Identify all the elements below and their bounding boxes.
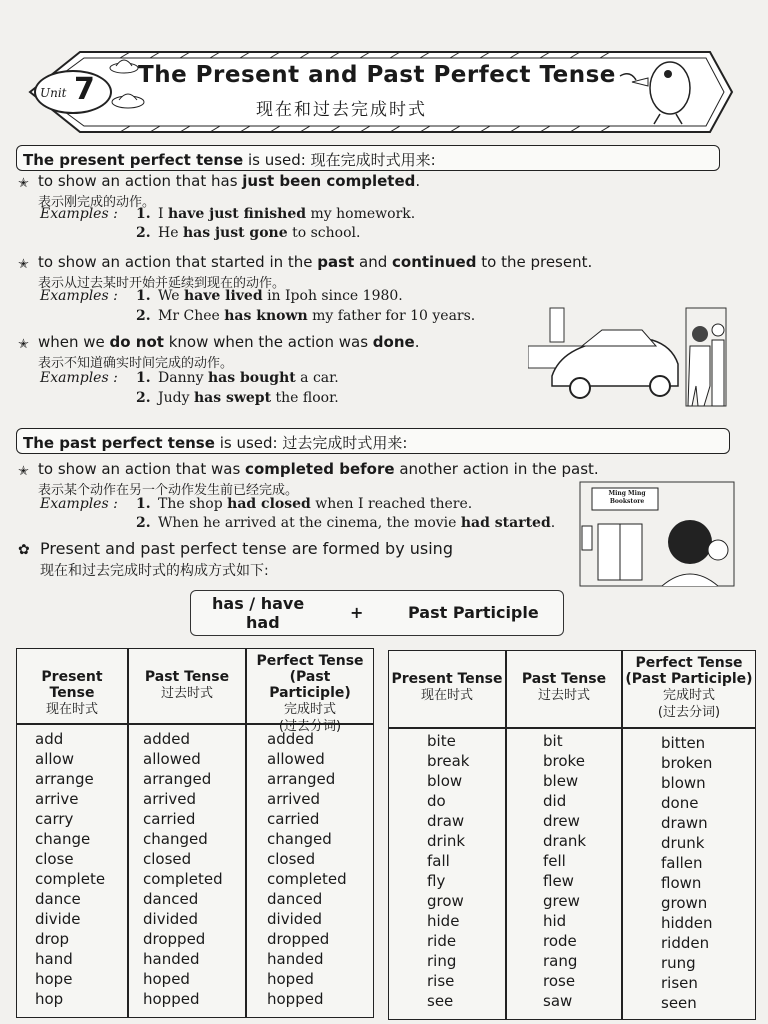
header-perfect: Perfect Tense (Past Participle) 完成时式 (过去分词) [625, 655, 753, 720]
verb-cell: dropped [143, 930, 206, 948]
verb-cell: rise [427, 972, 455, 990]
example-sentence: 1. We have lived in Ipoh since 1980. [136, 288, 403, 304]
verb-cell: close [35, 850, 74, 868]
verb-cell: seen [661, 994, 697, 1012]
example-sentence: 1. The shop had closed when I reached there. [136, 496, 473, 512]
formation-text: Present and past perfect tense are formed by using [40, 539, 453, 558]
verb-table-regular [16, 648, 374, 1018]
verb-cell: drew [543, 812, 580, 830]
header-present: Present Tense 现在时式 [391, 671, 503, 703]
page-title-chinese: 现在和过去完成时式 [256, 100, 427, 120]
verb-cell: drunk [661, 834, 705, 852]
present-column [35, 729, 105, 1009]
example-sentence: 2. When he arrived at the cinema, the movie had started. [136, 515, 556, 531]
verb-cell: grown [661, 894, 708, 912]
verb-cell: flown [661, 874, 702, 892]
past-use-text: to show an action that was completed before another action in the past. [38, 460, 599, 478]
verb-cell: blown [661, 774, 706, 792]
verb-cell: did [543, 792, 567, 810]
use-3-zh: 表示不知道确实时间完成的动作。 [38, 356, 234, 371]
past-perfect-header-bold: The past perfect tense [23, 434, 215, 452]
verb-cell: done [661, 794, 699, 812]
verb-cell: arrange [35, 770, 94, 788]
unit-number: 7 [74, 72, 95, 107]
verb-cell: danced [267, 890, 323, 908]
star-icon: ✭ [18, 257, 29, 272]
formation-zh: 现在和过去完成时式的构成方式如下: [40, 563, 269, 579]
verb-cell: bite [427, 732, 456, 750]
verb-cell: hand [35, 950, 73, 968]
header-present: Present Tense 现在时式 [41, 669, 103, 717]
use-1-zh: 表示刚完成的动作。 [38, 195, 156, 210]
verb-cell: handed [267, 950, 324, 968]
verb-cell: arrived [143, 790, 197, 808]
verb-cell: flew [543, 872, 574, 890]
verb-cell: risen [661, 974, 698, 992]
verb-cell: drink [427, 832, 466, 850]
verb-cell: carried [143, 810, 196, 828]
present-column [427, 731, 469, 1011]
example-sentence: 2. Judy has swept the floor. [136, 390, 339, 406]
verb-cell: broken [661, 754, 713, 772]
use-1-text: to show an action that has just been completed. [38, 172, 421, 190]
verb-cell: change [35, 830, 91, 848]
verb-cell: rung [661, 954, 696, 972]
examples-label: Examples : [40, 206, 118, 222]
past-column [543, 731, 586, 1011]
verb-cell: allow [35, 750, 74, 768]
verb-cell: do [427, 792, 446, 810]
verb-cell: fall [427, 852, 450, 870]
verb-cell: dropped [267, 930, 330, 948]
use-2-zh: 表示从过去某时开始并延续到现在的动作。 [38, 276, 286, 291]
verb-cell: added [267, 730, 314, 748]
verb-cell: allowed [143, 750, 201, 768]
examples-label: Examples : [40, 496, 118, 512]
verb-cell: hoped [267, 970, 314, 988]
bookstore-sign: Ming Ming Bookstore [608, 490, 646, 505]
verb-cell: fallen [661, 854, 703, 872]
flower-icon: ✿ [18, 542, 30, 558]
verb-cell: hidden [661, 914, 713, 932]
verb-cell: completed [143, 870, 223, 888]
verb-cell: handed [143, 950, 200, 968]
verb-cell: hop [35, 990, 64, 1008]
verb-cell: add [35, 730, 64, 748]
verb-cell: changed [143, 830, 208, 848]
verb-cell: rang [543, 952, 578, 970]
verb-cell: complete [35, 870, 106, 888]
verb-cell: see [427, 992, 454, 1010]
example-sentence: 2. He has just gone to school. [136, 225, 361, 241]
unit-label: Unit [40, 86, 67, 100]
verb-cell: broke [543, 752, 585, 770]
page-title: The Present and Past Perfect Tense [138, 62, 616, 88]
use-3-text: when we do not know when the action was done. [38, 333, 420, 351]
verb-cell: divided [143, 910, 199, 928]
star-icon: ✭ [18, 464, 29, 479]
formula-has-have: has / have [212, 594, 305, 613]
verb-cell: fell [543, 852, 566, 870]
verb-cell: blow [427, 772, 463, 790]
header-past: Past Tense 过去时式 [144, 669, 230, 701]
verb-cell: carry [35, 810, 74, 828]
verb-cell: arranged [143, 770, 212, 788]
verb-cell: allowed [267, 750, 325, 768]
verb-cell: drop [35, 930, 70, 948]
verb-cell: break [427, 752, 470, 770]
verb-cell: drawn [661, 814, 708, 832]
verb-cell: carried [267, 810, 320, 828]
formula-plus: + [350, 603, 364, 622]
verb-cell: fly [427, 872, 446, 890]
examples-label: Examples : [40, 288, 118, 304]
formula-had: had [246, 613, 280, 632]
example-sentence: 1. I have just finished my homework. [136, 206, 416, 222]
present-perfect-header-bold: The present perfect tense [23, 151, 244, 169]
present-perfect-header [16, 145, 720, 171]
verb-cell: added [143, 730, 190, 748]
verb-cell: dance [35, 890, 81, 908]
verb-cell: ridden [661, 934, 710, 952]
verb-cell: arrived [267, 790, 321, 808]
verb-cell: hopped [143, 990, 200, 1008]
verb-cell: ride [427, 932, 457, 950]
example-sentence: 2. Mr Chee has known my father for 10 years. [136, 308, 476, 324]
verb-cell: changed [267, 830, 332, 848]
verb-cell: hide [427, 912, 460, 930]
header-past: Past Tense 过去时式 [521, 671, 607, 703]
verb-cell: drank [543, 832, 587, 850]
past-perfect-header-zh: 过去完成时式用来: [282, 434, 408, 452]
perfect-column [267, 729, 347, 1009]
verb-cell: saw [543, 992, 573, 1010]
car-illustration [528, 306, 728, 408]
verb-cell: blew [543, 772, 579, 790]
verb-cell: arrive [35, 790, 79, 808]
past-perfect-header [16, 428, 730, 454]
present-perfect-header-rest: is used: [247, 151, 306, 169]
examples-label: Examples : [40, 370, 118, 386]
verb-cell: ring [427, 952, 457, 970]
example-sentence: 1. Danny has bought a car. [136, 370, 339, 386]
verb-cell: rode [543, 932, 577, 950]
past-column [143, 729, 223, 1009]
verb-cell: hid [543, 912, 567, 930]
verb-cell: grow [427, 892, 464, 910]
verb-cell: hoped [143, 970, 190, 988]
star-icon: ✭ [18, 176, 29, 191]
verb-table-irregular [388, 650, 756, 1020]
verb-cell: draw [427, 812, 465, 830]
verb-cell: bit [543, 732, 563, 750]
perfect-column [661, 733, 712, 1013]
present-perfect-header-zh: 现在完成时式用来: [310, 151, 436, 169]
verb-cell: closed [143, 850, 192, 868]
verb-cell: bitten [661, 734, 706, 752]
star-icon: ✭ [18, 337, 29, 352]
verb-cell: grew [543, 892, 580, 910]
verb-cell: completed [267, 870, 347, 888]
verb-cell: danced [143, 890, 199, 908]
verb-cell: hope [35, 970, 73, 988]
verb-cell: divide [35, 910, 81, 928]
formula-past-participle: Past Participle [408, 603, 539, 622]
use-2-text: to show an action that started in the past and continued to the present. [38, 253, 593, 271]
header-perfect: Perfect Tense (Past Participle) 完成时式 (过去分词) [256, 653, 364, 734]
past-use-zh: 表示某个动作在另一个动作发生前已经完成。 [38, 483, 299, 498]
verb-cell: arranged [267, 770, 336, 788]
verb-cell: hopped [267, 990, 324, 1008]
verb-cell: closed [267, 850, 316, 868]
verb-cell: divided [267, 910, 323, 928]
past-perfect-header-rest: is used: [219, 434, 278, 452]
verb-cell: rose [543, 972, 576, 990]
